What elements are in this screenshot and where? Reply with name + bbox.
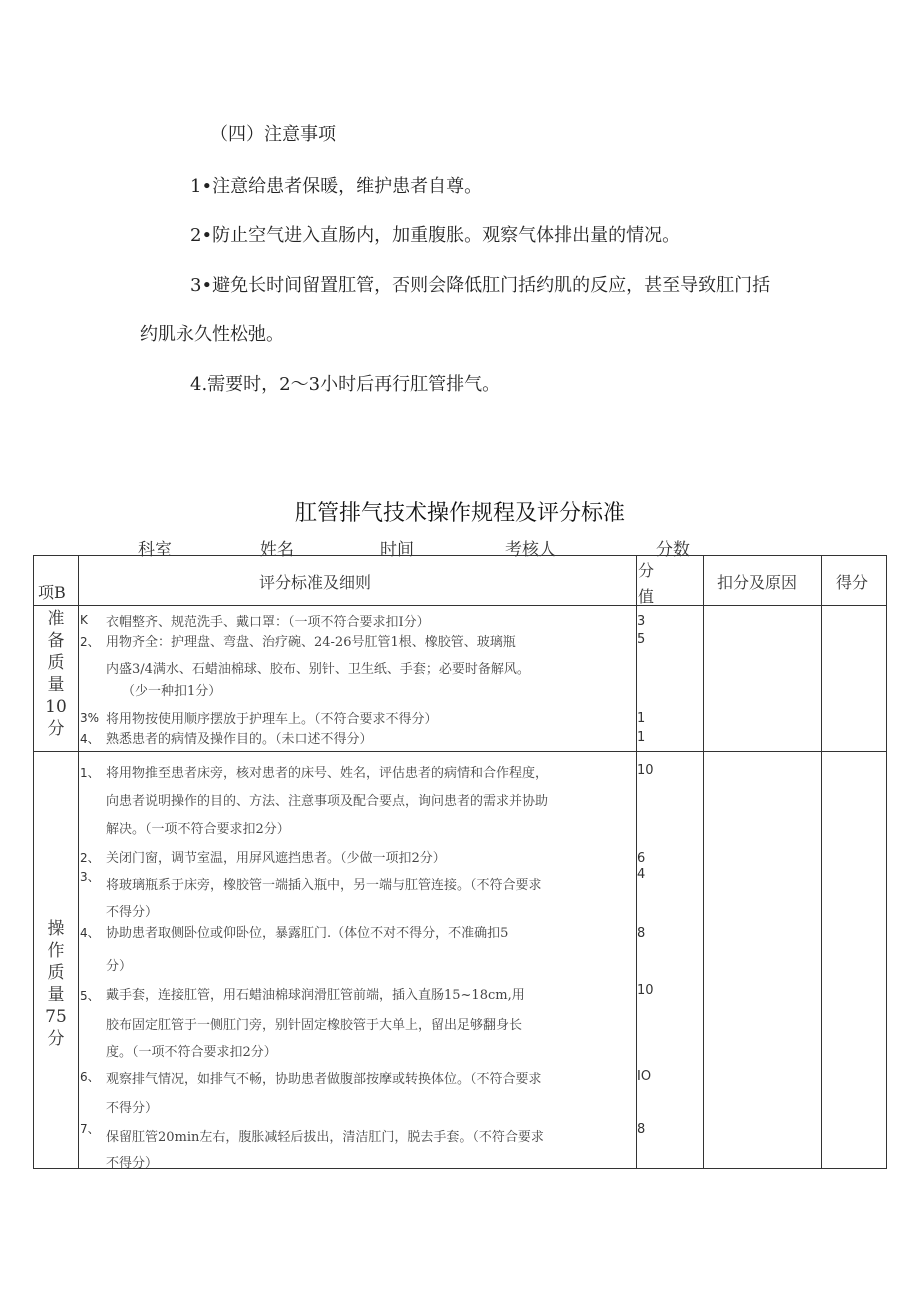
row-text: 不得分） [106,905,159,920]
row-text: 熟悉患者的病情及操作目的。（未口述不得分） [106,732,373,747]
row-number: 3、 [80,870,100,884]
form-title: 肛管排气技术操作规程及评分标准 [294,501,625,526]
row-score: 6 [637,851,646,866]
header-score-2: 值 [638,587,655,606]
row-score: 8 [637,926,646,941]
row-score: 10 [637,763,654,778]
row-text: 内盛3/4满水、石蜡油棉球、胶布、别针、卫生纸、手套；必要时备解风。 [106,662,530,677]
row-text: 胶布固定肛管于一侧肛门旁，别针固定橡胶管于大单上，留出足够翻身长 [106,1018,523,1033]
row-score: 3 [637,614,646,629]
meta-score: 分数 [656,540,690,560]
table-divider [703,556,704,1168]
row-text: 协助患者取侧卧位或仰卧位，暴露肛门.（体位不对不得分，不准确扣5 [106,926,509,941]
table-divider [821,556,822,1168]
row-text: 用物齐全：护理盘、弯盘、治疗碗、24-26号肛管1根、橡胶管、玻璃瓶 [106,635,516,650]
row-score: IO [637,1069,652,1084]
row-number: 4、 [80,732,100,746]
row-text: 关闭门窗，调节室温，用屏风遮挡患者。（少做一项扣2分） [106,851,446,866]
header-score-1: 分 [638,561,655,580]
row-number: 7、 [80,1122,100,1136]
note-item-3-cont: 约肌永久性松弛。 [140,324,284,345]
header-item: 项B [38,583,66,602]
row-text: 将用物推至患者床旁，核对患者的床号、姓名，评估患者的病情和合作程度， [106,766,549,781]
row-number: 2、 [80,635,100,649]
row-score: 1 [637,730,646,745]
meta-time: 时间 [380,540,414,560]
table-divider [34,751,886,752]
row-score: 1 [637,711,646,726]
row-score: 8 [637,1122,646,1137]
header-result: 得分 [836,573,869,592]
meta-department: 科室 [138,540,172,560]
row-text: （少一种扣1分） [122,684,222,699]
row-text: 不得分） [106,1156,159,1171]
note-item-2: 2•防止空气进入直肠内，加重腹胀。观察气体排出量的情况。 [190,225,681,246]
row-number: 5、 [80,989,100,1003]
note-item-3: 3•避免长时间留置肛管，否则会降低肛门括约肌的反应，甚至导致肛门括 [190,275,771,296]
row-text: 分） [106,959,133,974]
section-operation-label: 操 作 质 量 75 分 [45,919,67,1049]
row-text: 将用物按使用顺序摆放于护理车上。（不符合要求不得分） [106,712,438,727]
row-number: 6、 [80,1070,100,1084]
row-text: 保留肛管20min左右，腹胀减轻后拔出，清洁肛门，脱去手套。（不符合要求 [106,1130,544,1145]
notes-heading: （四）注意事项 [210,124,336,145]
row-number: K [80,613,88,627]
row-number: 4、 [80,926,100,940]
header-criteria: 评分标准及细则 [259,573,372,592]
row-text: 度。（一项不符合要求扣2分） [106,1045,277,1060]
row-number: 1、 [80,766,100,780]
row-text: 向患者说明操作的目的、方法、注意事项及配合要点，询问患者的需求并协助 [106,794,549,809]
row-number: 3% [80,711,100,725]
note-item-1: 1•注意给患者保暖，维护患者自尊。 [190,176,483,197]
row-text: 衣帽整齐、规范洗手、戴口罩：（一项不符合要求扣I分） [106,615,430,630]
score-table [33,555,887,1169]
table-divider [78,556,79,1168]
meta-name: 姓名 [260,540,294,560]
row-score: 10 [637,983,654,998]
header-deduction: 扣分及原因 [717,573,798,592]
row-text: 解决。（一项不符合要求扣2分） [106,822,290,837]
section-prep-label: 准 备 质 量 10 分 [45,609,67,739]
meta-examiner: 考核人 [505,540,556,560]
row-text: 观察排气情况，如排气不畅，协助患者做腹部按摩或转换体位。（不符合要求 [106,1072,542,1087]
table-divider [34,605,886,606]
row-text: 不得分） [106,1101,159,1116]
row-score: 4 [637,867,646,882]
row-text: 戴手套，连接肛管，用石蜡油棉球润滑肛管前端，插入直肠15~18cm,用 [106,988,525,1003]
note-item-4: 4.需要时，2～3小时后再行肛管排气。 [190,374,501,395]
row-score: 5 [637,632,646,647]
row-number: 2、 [80,851,100,865]
row-text: 将玻璃瓶系于床旁，橡胶管一端插入瓶中，另一端与肛管连接。（不符合要求 [106,878,542,893]
